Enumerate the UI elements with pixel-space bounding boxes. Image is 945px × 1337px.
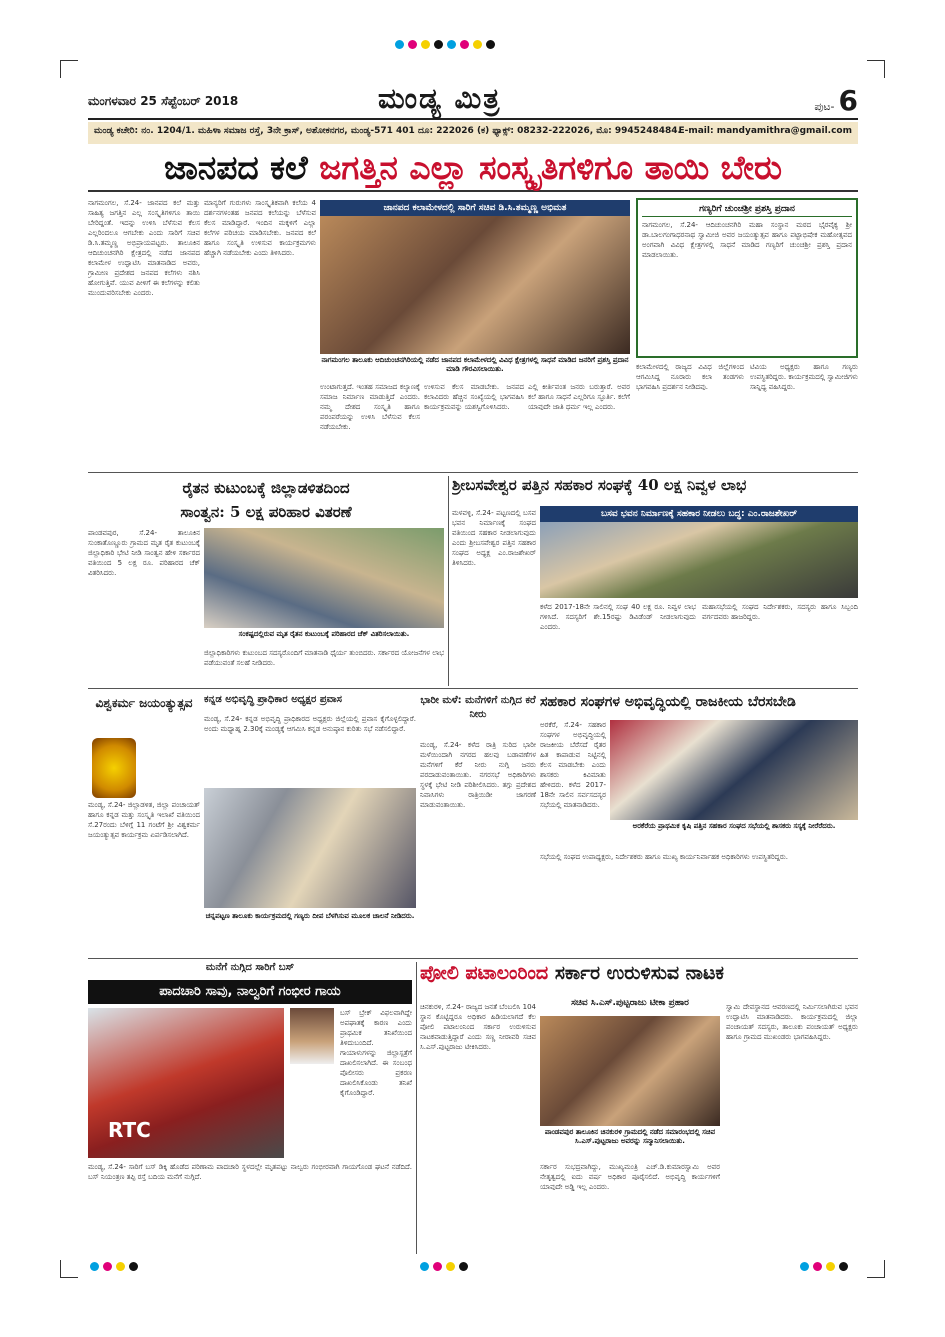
crop-mark: [60, 1277, 78, 1278]
story-body: ಜಿಲ್ಲಾಧಿಕಾರಿಗಳು ಕುಟುಂಬದ ಸದಸ್ಯರೊಂದಿಗೆ ಮಾತನಾಡಿ ಧೈರ್ಯ ತುಂಬಿದರು. ಸರ್ಕಾರದ ಯೋಜನೆಗಳ ಲಾಭ ಪಡೆಯುವಂತೆ ಸಲಹೆ ನೀಡಿದರು.: [204, 649, 444, 667]
story-headline: ಪೋಲಿ ಪಟಾಲಂರಿಂದ ಸರ್ಕಾರ ಉರುಳಿಸುವ ನಾಟಕ: [420, 962, 724, 984]
story-body: ಚಿನಕುರಳಿ, ಸೆ.24- ರಾಜ್ಯದ ಜನತೆ ಬೆಂಬಲಿಸಿ 104 ಸ್ಥಾನ ಕೊಟ್ಟಿದ್ದರೂ ಅಧಿಕಾರ ಹಿಡಿಯಲಾಗದೆ ಕೆಲ ಪೋಲಿ ಪಟಾಲಂನಿಂದ ಸರ್ಕಾರ ಉರುಳಿಸುವ ನಾಟಕವಾಡುತ್ತಿದ್ದಾರೆ ಎಂದು ಸಣ್ಣ ನೀರಾವರಿ ಸಚಿವ ಸಿ.ಎಸ್.ಪುಟ್ಟರಾಜು ಟೀಕಿಸಿದರು.: [420, 1003, 536, 1051]
story-body: ಪಾಂಡವಪುರ, ಸೆ.24- ತಾಲೂಕಿನ ಸುಂಕಾತೊಣ್ಣೂರು ಗ್ರಾಮದ ಮೃತ ರೈತ ಕುಟುಂಬಕ್ಕೆ ಜಿಲ್ಲಾಧಿಕಾರಿ ಭೇಟಿ ನೀಡಿ ಸಾಂತ್ವನ ಹೇಳಿ ಸರ್ಕಾರದ ವತಿಯಿಂದ 5 ಲಕ್ಷ ರೂ. ಪರಿಹಾರದ ಚೆಕ್ ವಿತರಿಸಿದರು.: [88, 529, 200, 577]
story-body: ಮಂಡ್ಯ, ಸೆ.24- ಕಳೆದ ರಾತ್ರಿ ಸುರಿದ ಭಾರೀ ಮಳೆಯಿಂದಾಗಿ ನಗರದ ಹಲವು ಬಡಾವಣೆಗಳ ಮನೆಗಳಿಗೆ ಕೆರೆ ನೀರು ನುಗ್ಗಿ ಜನರು ಪರದಾಡುವಂತಾಯಿತು. ನಗರಸಭೆ ಅಧಿಕಾರಿಗಳು ಸ್ಥಳಕ್ಕೆ ಭೇಟಿ ನೀಡಿ ಪರಿಶೀಲಿಸಿದರು. ತಗ್ಗು ಪ್ರದೇಶದ ನಿವಾಸಿಗಳು ರಾತ್ರಿಯಿಡೀ ಜಾಗರಣೆ ಮಾಡುವಂತಾಯಿತು.: [420, 741, 536, 809]
story-body: ಮಂಡ್ಯ, ಸೆ.24- ಕನ್ನಡ ಅಭಿವೃದ್ಧಿ ಪ್ರಾಧಿಕಾರದ ಅಧ್ಯಕ್ಷರು ಜಿಲ್ಲೆಯಲ್ಲಿ ಪ್ರವಾಸ ಕೈಗೊಳ್ಳಲಿದ್ದಾರೆ. ಅಂದು ಮಧ್ಯಾಹ್ನ 2.30ಕ್ಕೆ ಮಂಡ್ಯಕ್ಕೆ ಆಗಮಿಸಿ ಕನ್ನಡ ಅನುಷ್ಠಾನ ಕುರಿತು ಸಭೆ ನಡೆಸಲಿದ್ದಾರೆ.: [204, 715, 416, 733]
photo-banner: ಜಾನಪದ ಕಲಾಮೇಳದಲ್ಲಿ ಸಾರಿಗೆ ಸಚಿವ ಡಿ.ಸಿ.ತಮ್ಮಣ್ಣ ಅಭಿಮತ: [320, 200, 630, 216]
contact-bar: [88, 122, 858, 144]
story-body: ನಾಗಮಂಗಲ, ಸೆ.24- ಜಾನಪದ ಕಲೆ ಮತ್ತು ಸಾಹಿತ್ಯ ಜಗತ್ತಿನ ಎಲ್ಲ ಸಂಸ್ಕೃತಿಗಳಿಗೂ ತಾಯಿ ಬೇರಿದ್ದಂತೆ. ಇದನ್ನು ಉಳಿಸಿ ಬೆಳೆಸುವ ಕೆಲಸ ಎಲ್ಲರಿಂದಲೂ ಆಗಬೇಕು ಎಂದು ಸಾರಿಗೆ ಸಚಿವ ಡಿ.ಸಿ.ತಮ್ಮಣ್ಣ ಅಭಿಪ್ರಾಯಪಟ್ಟರು. ತಾಲೂಕಿನ ಆದಿಚುಂಚನಗಿರಿ ಕ್ಷೇತ್ರದಲ್ಲಿ ನಡೆದ ಜಾನಪದ ಕಲಾಮೇಳ ಉದ್ಘಾಟಿಸಿ ಮಾತನಾಡಿದ ಅವರು, ಗ್ರಾಮೀಣ ಪ್ರದೇಶದ ಜನಪದ ಕಲೆಗಳು ನಶಿಸಿ ಹೋಗುತ್ತಿವೆ. ಯುವ ಪೀಳಿಗೆ ಈ ಕಲೆಗಳನ್ನು ಕಲಿತು ಮುಂದುವರಿಸಬೇಕು ಎಂದರು.: [88, 199, 200, 297]
story-body: ಸರ್ಕಾರ ಸುಭದ್ರವಾಗಿದ್ದು, ಮುಖ್ಯಮಂತ್ರಿ ಎಚ್.ಡಿ.ಕುಮಾರಸ್ವಾಮಿ ಅವರ ನೇತೃತ್ವದಲ್ಲಿ ಐದು ವರ್ಷ ಅಧಿಕಾರ ಪೂರೈಸಲಿದೆ. ಅಭಿವೃದ್ಧಿ ಕಾರ್ಯಗಳಿಗೆ ಯಾವುದೇ ಅಡ್ಡಿ ಇಲ್ಲ ಎಂದರು.: [540, 1163, 720, 1191]
sidebar-box: [636, 198, 858, 358]
news-photo: [540, 522, 858, 598]
story-body: ಎಲ್ಲಿ ಕೀರ್ತಿವಂತ ಜನರು ಬರುತ್ತಾರೆ. ಅವರ ಕಲೆ ಹಾಗೂ ಸಾಧನೆ ಎಲ್ಲರಿಗೂ ಸ್ಫೂರ್ತಿ. ಕಲೆಗೆ ಯಾವುದೇ ಜಾತಿ ಧರ್ಮ ಇಲ್ಲ ಎಂದರು.: [528, 383, 630, 411]
story-headline: ಭಾರೀ ಮಳೆ: ಮನೆಗಳಿಗೆ ನುಗ್ಗಿದ ಕರೆ ನೀರು: [420, 695, 536, 720]
deity-image: [92, 738, 136, 798]
crop-mark: [867, 1277, 885, 1278]
news-photo: [540, 1016, 720, 1126]
story-subhead: ಬಸವ ಭವನ ನಿರ್ಮಾಣಕ್ಕೆ ಸಹಕಾರ ನೀಡಲು ಬದ್ಧ: ಎಂ.ರಾಜಶೇಖರ್: [540, 506, 858, 522]
story-kicker: ಮನೆಗೆ ನುಗ್ಗಿದ ಸಾರಿಗೆ ಬಸ್: [205, 962, 295, 973]
registration-dots: [395, 40, 495, 49]
story-headline: ಕನ್ನಡ ಅಭಿವೃದ್ಧಿ ಪ್ರಾಧಿಕಾರ ಅಧ್ಯಕ್ಷರ ಪ್ರವಾಸ: [204, 694, 342, 705]
main-headline: ಜಾನಪದ ಕಲೆ ಜಗತ್ತಿನ ಎಲ್ಲಾ ಸಂಸ್ಕೃತಿಗಳಿಗೂ ತಾಯಿ ಬೇರು: [88, 148, 858, 192]
story-body: ಸ್ವಾಮಿ ದೇವಸ್ಥಾನದ ಆವರಣದಲ್ಲಿ ನಿರ್ಮಿಸಲಾಗಿರುವ ಭವನ ಉದ್ಘಾಟಿಸಿ ಮಾತನಾಡಿದರು. ಕಾರ್ಯಕ್ರಮದಲ್ಲಿ ಜಿಲ್ಲಾ ಪಂಚಾಯತ್ ಸದಸ್ಯರು, ತಾಲೂಕು ಪಂಚಾಯತ್ ಅಧ್ಯಕ್ಷರು ಹಾಗೂ ಗ್ರಾಮದ ಮುಖಂಡರು ಭಾಗವಹಿಸಿದ್ದರು.: [726, 1003, 858, 1041]
photo-caption: ಚನ್ನಪಟ್ಟಣ ತಾಲೂಕು ಕಾರ್ಯಕ್ರಮದಲ್ಲಿ ಗಣ್ಯರು ದೀಪ ಬೆಳಗಿಸುವ ಮೂಲಕ ಚಾಲನೆ ನೀಡಿದರು.: [205, 912, 415, 920]
story-headline: ಸಹಕಾರ ಸಂಘಗಳ ಅಭಿವೃದ್ಧಿಯಲ್ಲಿ ರಾಜಕೀಯ ಬೆರಸಬೇಡಿ: [540, 694, 796, 710]
story-body: ಮಂಡ್ಯ, ಸೆ.24- ಸಾರಿಗೆ ಬಸ್ ಡಿಕ್ಕಿ ಹೊಡೆದ ಪರಿಣಾಮ ಪಾದಚಾರಿ ಸ್ಥಳದಲ್ಲೇ ಮೃತಪಟ್ಟು ನಾಲ್ವರು ಗಂಭೀರವಾಗಿ ಗಾಯಗೊಂಡ ಘಟನೆ ನಡೆದಿದೆ. ಬಸ್ ನಿಯಂತ್ರಣ ತಪ್ಪಿ ರಸ್ತೆ ಬದಿಯ ಮನೆಗೆ ನುಗ್ಗಿದೆ.: [88, 1163, 412, 1181]
story-body: ಉಳಿಸುವ ಕೆಲಸ ಮಾಡಬೇಕು. ಜನಪದ ಕಲಾವಿದರು ಹೆಚ್ಚಿನ ಸಂಖ್ಯೆಯಲ್ಲಿ ಭಾಗವಹಿಸಿ ಕಾರ್ಯಕ್ರಮವನ್ನು ಯಶಸ್ವಿಗೊಳಿಸಿದರು.: [424, 383, 524, 411]
registration-dots: [90, 1262, 138, 1271]
divider: [88, 472, 858, 473]
story-headline: ಶ್ರೀಬಸವೇಶ್ವರ ಪತ್ತಿನ ಸಹಕಾರ ಸಂಘಕ್ಕೆ 40 ಲಕ್ಷ ನಿವ್ವಳ ಲಾಭ: [452, 476, 747, 494]
registration-dots: [420, 1262, 468, 1271]
newspaper-logo: ಮಂಡ್ಯ ಮಿತ್ರ: [378, 82, 502, 115]
crop-mark: [884, 60, 885, 78]
box-title: ಗಣ್ಯರಿಗೆ ಚುಂಚಶ್ರೀ ಪ್ರಶಸ್ತಿ ಪ್ರದಾನ: [642, 204, 852, 217]
story-headline: ಪಾದಚಾರಿ ಸಾವು, ನಾಲ್ವರಿಗೆ ಗಂಭೀರ ಗಾಯ: [88, 980, 412, 1004]
email-address: E-mail: mandyamithra@gmail.com: [678, 126, 852, 136]
photo-caption: ಸಂಕಷ್ಟದಲ್ಲಿರುವ ಮೃತ ರೈತನ ಕುಟುಂಬಕ್ಕೆ ಪರಿಹಾರದ ಚೆಕ್ ವಿತರಿಸಲಾಯಿತು.: [238, 630, 410, 638]
box-text: ನಾಗಮಂಗಲ, ಸೆ.24- ಆದಿಚುಂಚನಗಿರಿ ಮಹಾ ಸಂಸ್ಥಾನ ಮಠದ ಭೈರವೈಕ್ಯ ಶ್ರೀ ಡಾ.ಬಾಲಗಂಗಾಧರನಾಥ ಸ್ವಾಮೀಜಿ ಅವರ ಜಯಂತ್ಯುತ್ಸವ ಹಾಗೂ ಪಟ್ಟಾಭಿಷೇಕ ಮಹೋತ್ಸವದ ಅಂಗವಾಗಿ ವಿವಿಧ ಕ್ಷೇತ್ರಗಳಲ್ಲಿ ಸಾಧನೆ ಮಾಡಿದ ಗಣ್ಯರಿಗೆ ಚುಂಚಶ್ರೀ ಪ್ರಶಸ್ತಿ ಪ್ರದಾನ ಮಾಡಲಾಯಿತು.: [642, 221, 852, 259]
photo-caption: ಅರಕೆರೆಯ ಪ್ರಾಥಮಿಕ ಕೃಷಿ ಪತ್ತಿನ ಸಹಕಾರ ಸಂಘದ ಸಭೆಯಲ್ಲಿ ಶಾಸಕರು ಸಸ್ಯಕ್ಕೆ ನೀರೆರೆದರು.: [632, 822, 836, 830]
crop-mark: [60, 60, 78, 61]
page-number: ಪುಟ- 6: [814, 84, 858, 117]
news-photo: [204, 788, 416, 908]
office-address: ಮಂಡ್ಯ ಕಚೇರಿ: ನಂ. 1204/1. ಮಹಿಳಾ ಸಮಾಜ ರಸ್ತೆ, 3ನೇ ಕ್ರಾಸ್, ಅಶೋಕನಗರ, ಮಂಡ್ಯ-571 401 ದೂ: 222026 (ಕ) ಫ್ಯಾಕ್ಸ್: 08232-222026, ಮೊ: 9945248484.: [94, 126, 681, 136]
divider: [88, 958, 858, 959]
crop-mark: [867, 60, 885, 61]
divider: [88, 688, 858, 689]
masthead: [88, 82, 858, 120]
story-body: ಮಳವಳ್ಳಿ, ಸೆ.24- ಪಟ್ಟಣದಲ್ಲಿ ಬಸವ ಭವನ ನಿರ್ಮಾಣಕ್ಕೆ ಸಂಘದ ವತಿಯಿಂದ ಸಹಕಾರ ನೀಡಲಾಗುವುದು ಎಂದು ಶ್ರೀಬಸವೇಶ್ವರ ಪತ್ತಿನ ಸಹಕಾರ ಸಂಘದ ಅಧ್ಯಕ್ಷ ಎಂ.ರಾಜಶೇಖರ್ ತಿಳಿಸಿದರು.: [452, 509, 536, 567]
story-body: ಮಾನ್ಯರಿಗೆ ಗುರುಗಳು ಸಾಂಸ್ಕೃತಿಕವಾಗಿ ಕಲೆಯ 4 ದರ್ಶನಗಳಂತಹ ಜನಪದ ಕಲೆಯನ್ನು ಬೆಳೆಸುವ ಕೆಲಸ ಮಾಡಿದ್ದಾರೆ. ಇಂದಿನ ಮಕ್ಕಳಿಗೆ ಎಲ್ಲಾ ಕಲೆಗಳ ಪರಿಚಯ ಮಾಡಿಸಬೇಕು. ಜನಪದ ಕಲೆ ಹಾಗೂ ಸಂಸ್ಕೃತಿ ಉಳಿಸುವ ಕಾರ್ಯಕ್ರಮಗಳು ಹೆಚ್ಚಾಗಿ ನಡೆಯಬೇಕು ಎಂದು ತಿಳಿಸಿದರು.: [204, 199, 316, 257]
victim-photo: [290, 1008, 334, 1064]
issue-date: ಮಂಗಳವಾರ 25 ಸೆಪ್ಟೆಂಬರ್ 2018: [88, 94, 239, 108]
story-headline: ವಿಶ್ವಕರ್ಮ ಜಯಂತ್ಯುತ್ಸವ: [95, 696, 193, 710]
story-body: ಕಳೆದ 2017-18ನೇ ಸಾಲಿನಲ್ಲಿ ಸಂಘ 40 ಲಕ್ಷ ರೂ. ನಿವ್ವಳ ಲಾಭ ಗಳಿಸಿದೆ. ಸದಸ್ಯರಿಗೆ ಶೇ.15ರಷ್ಟು ಡಿವಿಡೆಂಡ್ ನೀಡಲಾಗುವುದು ಎಂದರು.: [540, 603, 696, 631]
story-headline: ರೈತನ ಕುಟುಂಬಕ್ಕೆ ಜಿಲ್ಲಾಡಳಿತದಿಂದ ಸಾಂತ್ವನ: 5 ಲಕ್ಷ ಪರಿಹಾರ ವಿತರಣೆ: [180, 479, 352, 521]
photo-caption: ನಾಗಮಂಗಲ ತಾಲೂಕು ಆದಿಚುಂಚನಗಿರಿಯಲ್ಲಿ ನಡೆದ ಜಾನಪದ ಕಲಾಮೇಳದಲ್ಲಿ ವಿವಿಧ ಕ್ಷೇತ್ರಗಳಲ್ಲಿ ಸಾಧನೆ ಮಾಡಿದ ಜನರಿಗೆ ಪ್ರಶಸ್ತಿ ಪ್ರದಾನ ಮಾಡಿ ಗೌರವಿಸಲಾಯಿತು.: [321, 356, 629, 373]
divider: [448, 476, 449, 686]
crop-mark: [60, 1260, 61, 1278]
story-body: ಉಂಟಾಗುತ್ತದೆ. ಇಂತಹ ಸಮಾಜದ ಕಲ್ಯಾಣಕ್ಕೆ ಸಮಾಜ ನಿರ್ಮಾಣ ಮಾಡುತ್ತಿದೆ ಎಂದರು. ನಮ್ಮ ದೇಶದ ಸಂಸ್ಕೃತಿ ಹಾಗೂ ಪರಂಪರೆಯನ್ನು ಉಳಿಸಿ ಬೆಳೆಸುವ ಕೆಲಸ ನಡೆಯಬೇಕು.: [320, 383, 420, 431]
bus-label: RTC: [108, 1118, 151, 1142]
divider: [416, 962, 417, 1254]
story-body: ಅರಕೆರೆ, ಸೆ.24- ಸಹಕಾರ ಸಂಘಗಳ ಅಭಿವೃದ್ಧಿಯಲ್ಲಿ ರಾಜಕೀಯ ಬೆರೆಸದೆ ರೈತರ ಹಿತ ಕಾಪಾಡುವ ನಿಟ್ಟಿನಲ್ಲಿ ಕೆಲಸ ಮಾಡಬೇಕು ಎಂದು ಶಾಸಕರು ಕಿವಿಮಾತು ಹೇಳಿದರು. ಕಳೆದ 2017-18ನೇ ಸಾಲಿನ ಸರ್ವಸದಸ್ಯರ ಸಭೆಯಲ್ಲಿ ಮಾತನಾಡಿದರು.: [540, 721, 606, 809]
accident-photo: [88, 1008, 284, 1158]
crop-mark: [884, 1260, 885, 1278]
story-body: ಸಭೆಯಲ್ಲಿ ಸಂಘದ ಉಪಾಧ್ಯಕ್ಷರು, ನಿರ್ದೇಶಕರು ಹಾಗೂ ಮುಖ್ಯ ಕಾರ್ಯನಿರ್ವಾಹಕ ಅಧಿಕಾರಿಗಳು ಉಪಸ್ಥಿತರಿದ್ದರು.: [540, 853, 788, 861]
story-body: ಬಸ್ ಬ್ರೇಕ್ ವಿಫಲವಾಗಿದ್ದೇ ಅಪಘಾತಕ್ಕೆ ಕಾರಣ ಎಂದು ಪ್ರಾಥಮಿಕ ತನಿಖೆಯಿಂದ ತಿಳಿದುಬಂದಿದೆ. ಗಾಯಾಳುಗಳನ್ನು ಜಿಲ್ಲಾಸ್ಪತ್ರೆಗೆ ದಾಖಲಿಸಲಾಗಿದೆ. ಈ ಸಂಬಂಧ ಪೊಲೀಸರು ಪ್ರಕರಣ ದಾಖಲಿಸಿಕೊಂಡು ತನಿಖೆ ಕೈಗೊಂಡಿದ್ದಾರೆ.: [340, 1009, 412, 1097]
news-photo: [204, 528, 444, 628]
story-body: ಮಹಾಸಭೆಯಲ್ಲಿ ಸಂಘದ ನಿರ್ದೇಶಕರು, ಸದಸ್ಯರು ಹಾಗೂ ಸಿಬ್ಬಂದಿ ವರ್ಗದವರು ಹಾಜರಿದ್ದರು.: [702, 603, 858, 621]
story-body: ಮಂಡ್ಯ, ಸೆ.24- ಜಿಲ್ಲಾಡಳಿತ, ಜಿಲ್ಲಾ ಪಂಚಾಯತ್ ಹಾಗೂ ಕನ್ನಡ ಮತ್ತು ಸಂಸ್ಕೃತಿ ಇಲಾಖೆ ವತಿಯಿಂದ ಸೆ.27ರಂದು ಬೆಳಿಗ್ಗೆ 11 ಗಂಟೆಗೆ ಶ್ರೀ ವಿಶ್ವಕರ್ಮ ಜಯಂತ್ಯುತ್ಸವ ಕಾರ್ಯಕ್ರಮ ಏರ್ಪಡಿಸಲಾಗಿದೆ.: [88, 801, 200, 839]
story-subhead: ಸಚಿವ ಸಿ.ಎಸ್.ಪುಟ್ಟರಾಜು ಟೀಕಾ ಪ್ರಹಾರ: [571, 998, 689, 1008]
registration-dots: [800, 1262, 848, 1271]
story-body: ಟಿವಿಯ ಅಧ್ಯಕ್ಷರು ಹಾಗೂ ಗಣ್ಯರು ಉಪಸ್ಥಿತರಿದ್ದರು. ಕಾರ್ಯಕ್ರಮದಲ್ಲಿ ಸ್ವಾಮೀಜಿಗಳು ಸಾನ್ನಿಧ್ಯ ವಹಿಸಿದ್ದರು.: [750, 363, 858, 391]
event-photo: [320, 216, 630, 354]
crop-mark: [60, 60, 61, 78]
news-photo: [610, 720, 858, 820]
photo-caption: ಪಾಂಡವಪುರ ತಾಲೂಕಿನ ಚಿನಕುರಳಿ ಗ್ರಾಮದಲ್ಲಿ ನಡೆದ ಸಮಾರಂಭದಲ್ಲಿ ಸಚಿವ ಸಿ.ಎಸ್.ಪುಟ್ಟರಾಜು ಅವರನ್ನು ಸನ್ಮಾನಿಸಲಾಯಿತು.: [544, 1128, 716, 1145]
story-body: ಕಲಾಮೇಳದಲ್ಲಿ ರಾಜ್ಯದ ವಿವಿಧ ಜಿಲ್ಲೆಗಳಿಂದ ಆಗಮಿಸಿದ್ದ ನೂರಾರು ಕಲಾ ತಂಡಗಳು ಭಾಗವಹಿಸಿ ಪ್ರದರ್ಶನ ನೀಡಿದವು.: [636, 363, 744, 391]
